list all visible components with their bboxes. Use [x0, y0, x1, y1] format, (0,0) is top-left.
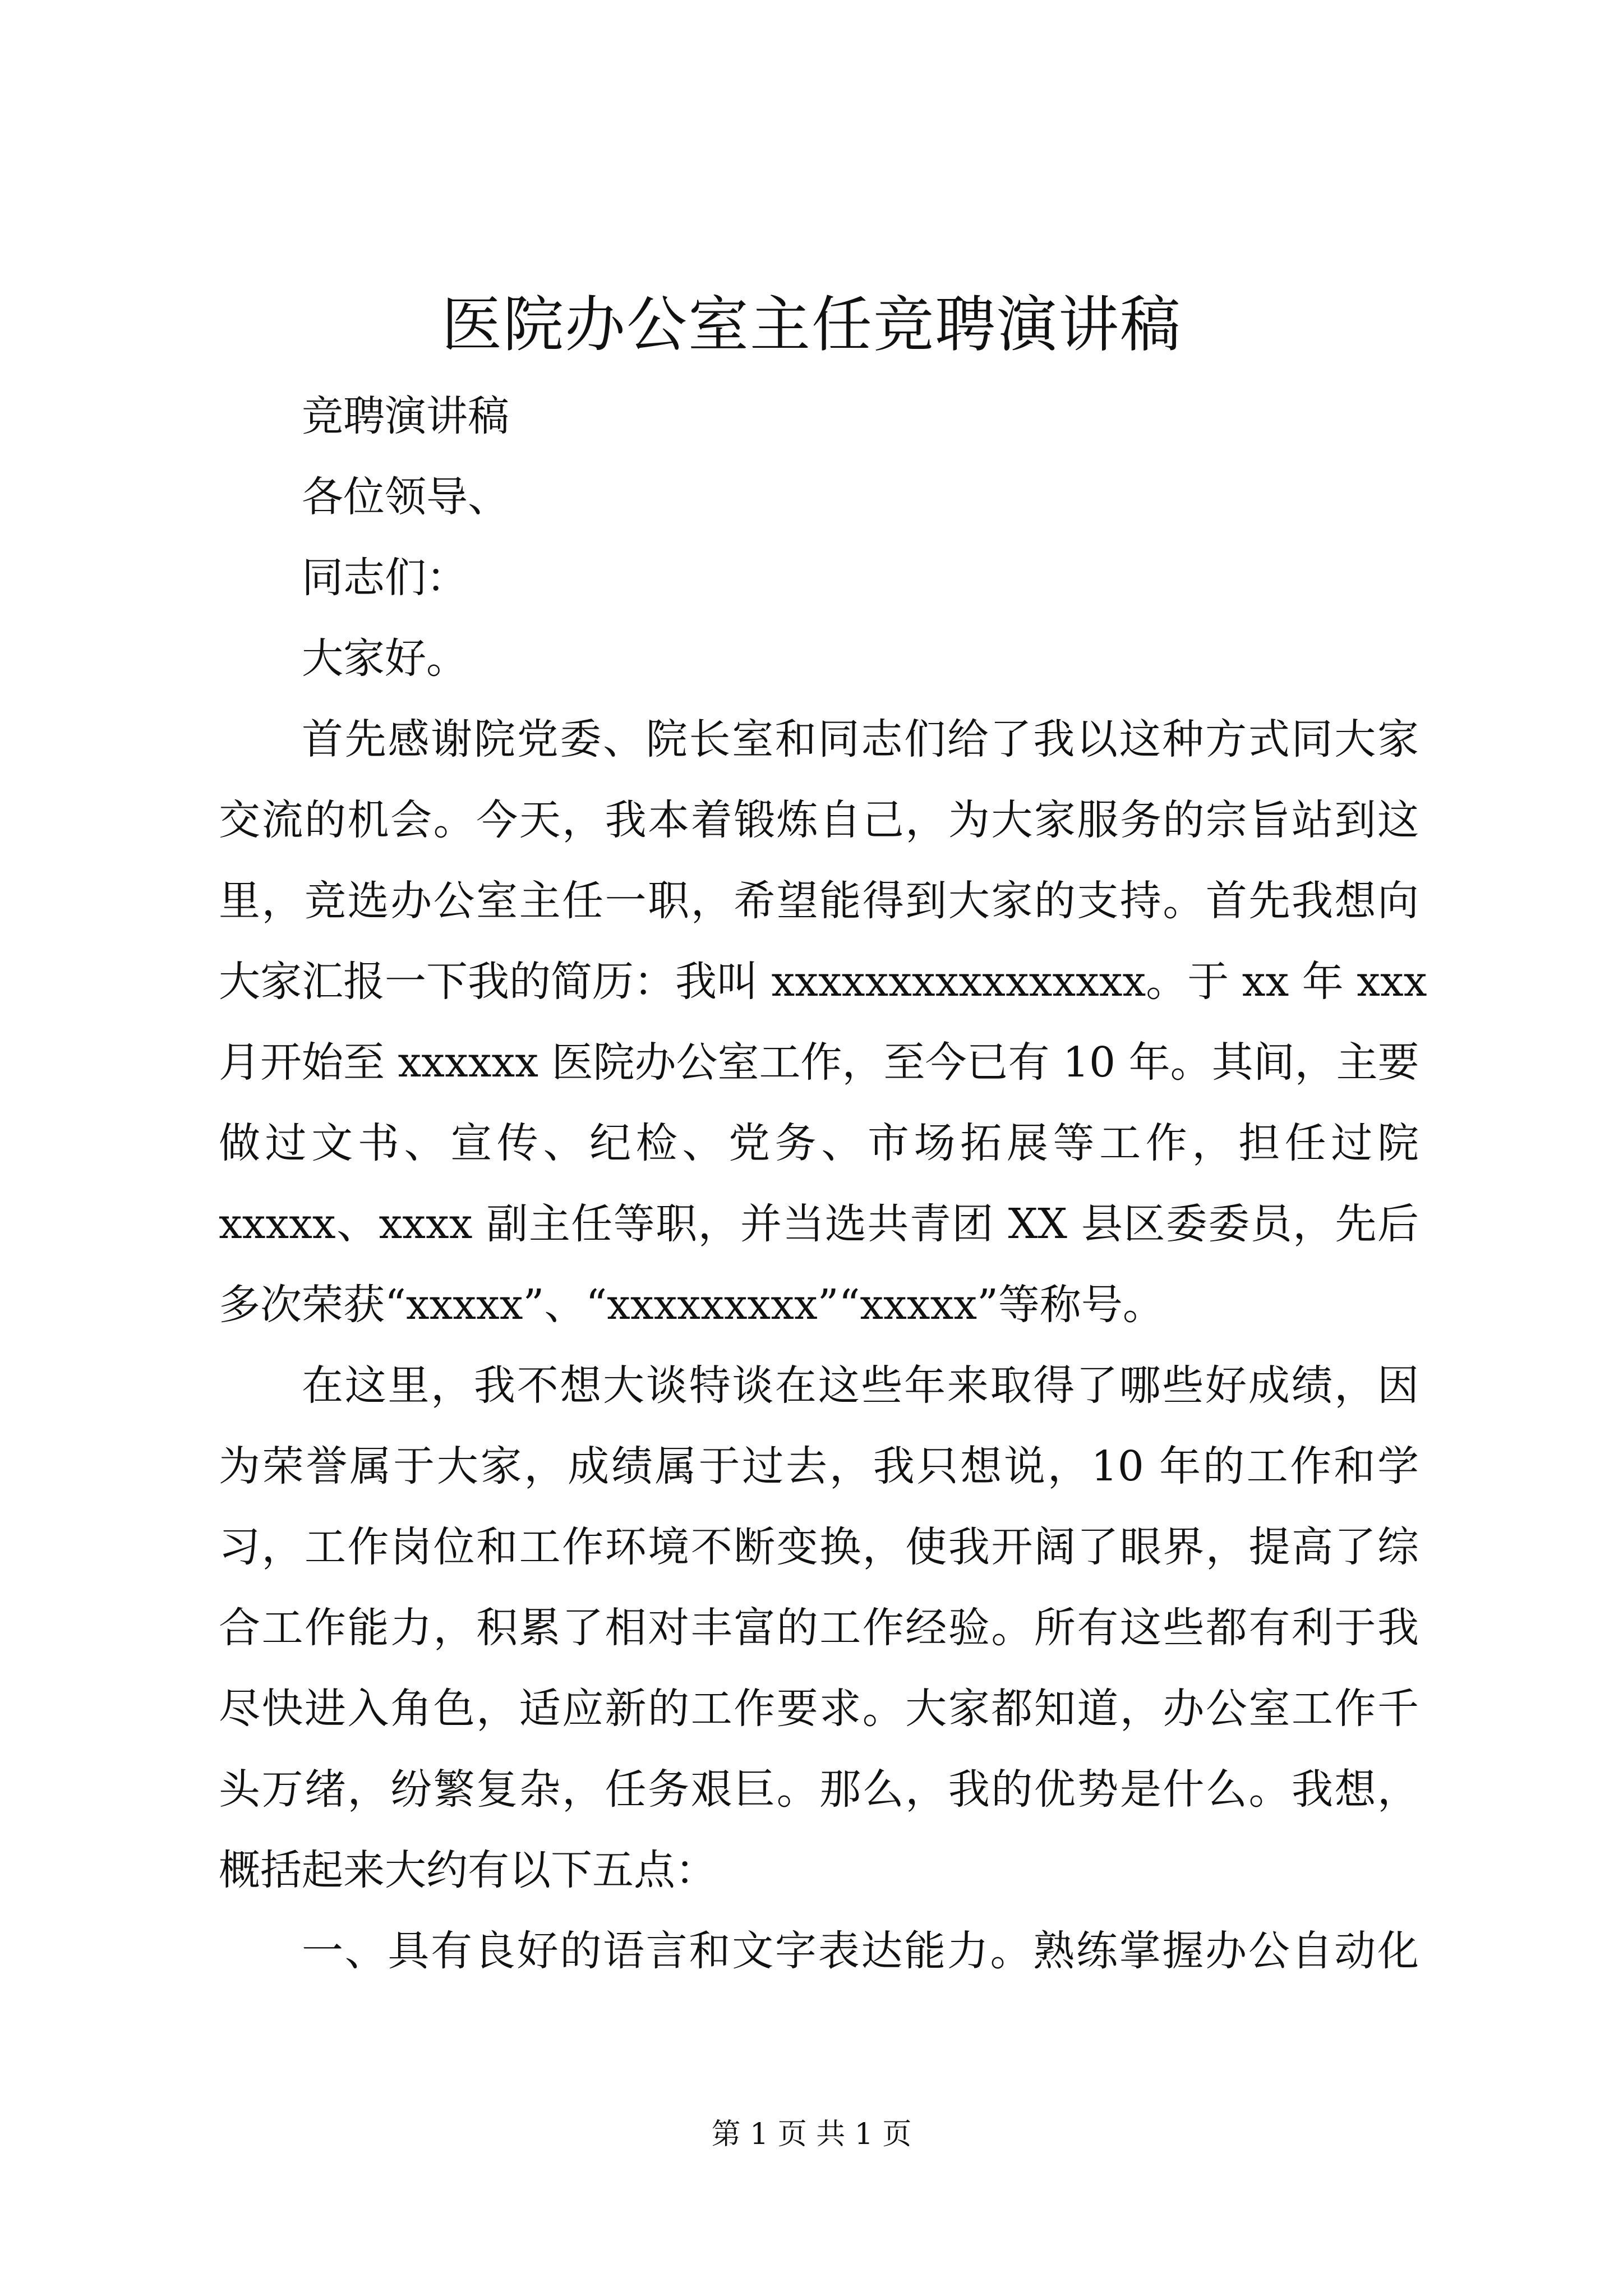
body-line: 首先感谢院党委、院长室和同志们给了我以这种方式同大家	[302, 715, 1419, 763]
body-line: 尽快进入角色，适应新的工作要求。大家都知道，办公室工作千	[219, 1685, 1419, 1733]
page-footer: 第 1 页 共 1 页	[711, 2118, 912, 2151]
body-line: 概括起来大约有以下五点：	[219, 1846, 717, 1894]
body-line: 月开始至 xxxxxx 医院办公室工作，至今已有 10 年。其间，主要	[219, 1038, 1419, 1087]
body-line: 合工作能力，积累了相对丰富的工作经验。所有这些都有利于我	[219, 1604, 1419, 1652]
body-line: 为荣誉属于大家，成绩属于过去，我只想说，10 年的工作和学	[219, 1442, 1419, 1490]
body-line: 在这里，我不想大谈特谈在这些年来取得了哪些好成绩，因	[302, 1361, 1419, 1410]
body-line: 同志们：	[302, 554, 468, 602]
body-line: xxxxx、xxxx 副主任等职，并当选共青团 XX 县区委委员，先后	[219, 1200, 1419, 1248]
body-line: 做过文书、宣传、纪检、党务、市场拓展等工作，担任过院	[219, 1119, 1419, 1167]
body-line: 一、具有良好的语言和文字表达能力。熟练掌握办公自动化	[302, 1927, 1419, 1975]
document-body	[219, 376, 1427, 1991]
body-line: 多次荣获“xxxxx”、“xxxxxxxxx”“xxxxx”等称号。	[219, 1281, 1164, 1329]
body-line: 大家好。	[302, 634, 468, 683]
body-line: 大家汇报一下我的简历：我叫 xxxxxxxxxxxxxxxx。于 xx 年 xxx	[219, 958, 1427, 1006]
body-line: 交流的机会。今天，我本着锻炼自己，为大家服务的宗旨站到这	[219, 796, 1419, 844]
document-title: 医院办公室主任竞聘演讲稿	[441, 290, 1182, 360]
body-line: 各位领导、	[302, 473, 509, 521]
body-line: 习，工作岗位和工作环境不断变换，使我开阔了眼界，提高了综	[219, 1523, 1419, 1571]
body-line: 竞聘演讲稿	[302, 392, 509, 440]
body-line: 里，竞选办公室主任一职，希望能得到大家的支持。首先我想向	[219, 877, 1419, 925]
body-line: 头万绪，纷繁复杂，任务艰巨。那么，我的优势是什么。我想，	[219, 1765, 1419, 1814]
